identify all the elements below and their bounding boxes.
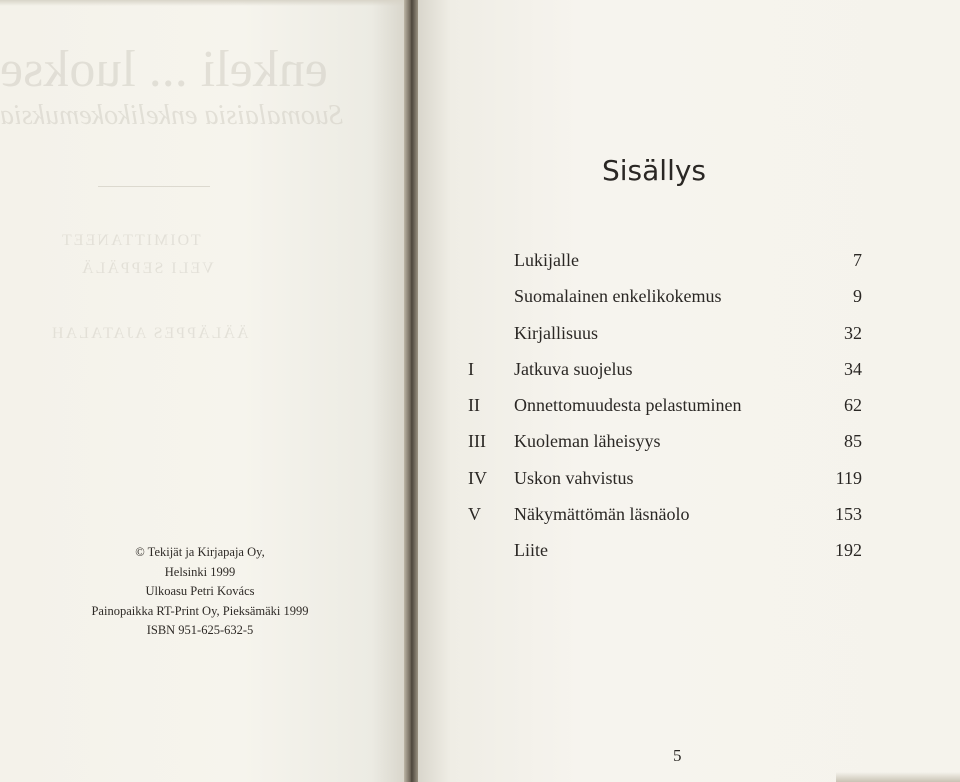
toc-page-number: 62 — [844, 395, 862, 416]
page-edge-shadow — [0, 0, 404, 6]
toc-page-number: 85 — [844, 431, 862, 452]
imprint-printer: Painopaikka RT-Print Oy, Pieksämäki 1999 — [91, 603, 309, 618]
toc-page-number: 32 — [844, 322, 862, 343]
toc-entry — [468, 395, 868, 431]
bleed-through-text: enkeli ... luokse — [0, 41, 328, 98]
toc-entry — [468, 359, 868, 395]
toc-entry — [468, 504, 868, 540]
imprint-design: Ulkoasu Petri Kovács — [145, 584, 255, 599]
imprint-isbn: ISBN 951-625-632-5 — [146, 623, 254, 638]
bleed-through-text: TOIMITTANEET — [60, 232, 201, 249]
toc-chapter-number: V — [468, 504, 481, 525]
toc-entry-title: Liite — [514, 540, 548, 561]
bleed-through-text: VELI SEPPÄLÄ — [80, 260, 214, 277]
toc-entry — [468, 540, 868, 576]
toc-entry-title: Onnettomuudesta pelastuminen — [514, 395, 742, 416]
table-of-contents — [468, 250, 868, 577]
bleed-through-text: ÄÄLÄPPES AJATALAH — [50, 325, 249, 342]
toc-page-number: 119 — [835, 467, 862, 488]
toc-entry-title: Kuoleman läheisyys — [514, 431, 661, 452]
toc-entry-title: Lukijalle — [514, 250, 579, 270]
toc-entry-title: Jatkuva suojelus — [514, 358, 633, 379]
toc-chapter-number: II — [468, 395, 480, 416]
toc-chapter-number: III — [468, 431, 486, 452]
toc-entry — [468, 250, 868, 286]
imprint-block — [20, 543, 380, 641]
book-gutter — [404, 0, 418, 782]
toc-entry-title: Näkymättömän läsnäolo — [514, 504, 690, 525]
toc-chapter-number: IV — [468, 467, 487, 488]
left-page — [0, 0, 404, 782]
toc-chapter-number: I — [468, 358, 474, 379]
page-edge-shadow — [836, 772, 960, 782]
toc-page-number: 153 — [835, 504, 862, 525]
toc-page-number: 7 — [853, 250, 862, 270]
page-number: 5 — [673, 746, 682, 765]
toc-entry — [468, 286, 868, 322]
imprint-copyright: © Tekijät ja Kirjapaja Oy, — [135, 545, 265, 559]
toc-entry-title: Kirjallisuus — [514, 322, 598, 343]
toc-page-number: 34 — [844, 358, 862, 379]
toc-entry — [468, 323, 868, 359]
toc-page-number: 192 — [835, 540, 862, 561]
imprint-place-year: Helsinki 1999 — [164, 564, 236, 579]
toc-entry — [468, 431, 868, 467]
toc-entry-title: Uskon vahvistus — [514, 467, 634, 488]
bleed-through-text: Suomalaisia enkelikokemuksia — [0, 100, 343, 131]
toc-entry-title: Suomalainen enkelikokemus — [514, 286, 722, 307]
toc-page-number: 9 — [853, 286, 862, 307]
page-title: Sisällys — [601, 154, 706, 187]
toc-entry — [468, 468, 868, 504]
